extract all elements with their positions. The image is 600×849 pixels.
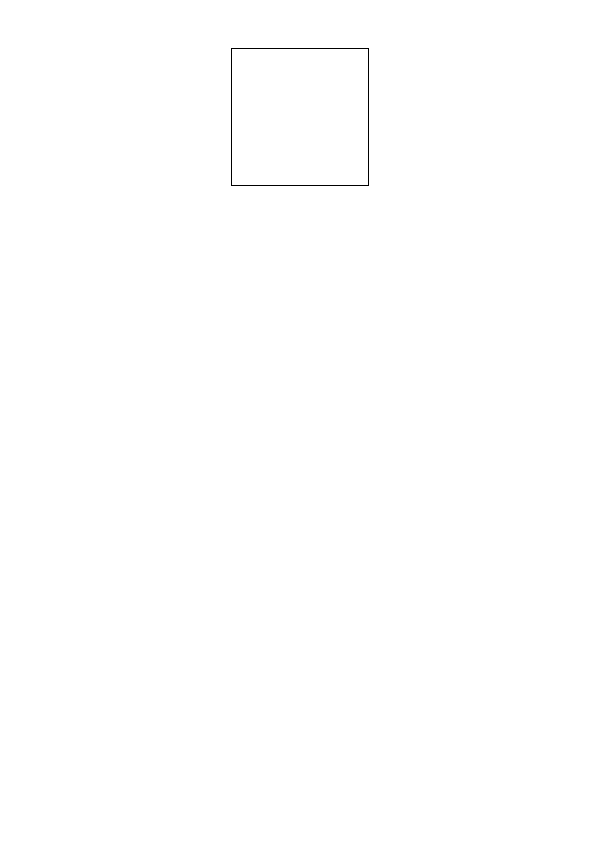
chess-board xyxy=(231,48,369,186)
page-body xyxy=(82,40,518,196)
chess-diagram xyxy=(82,48,518,186)
